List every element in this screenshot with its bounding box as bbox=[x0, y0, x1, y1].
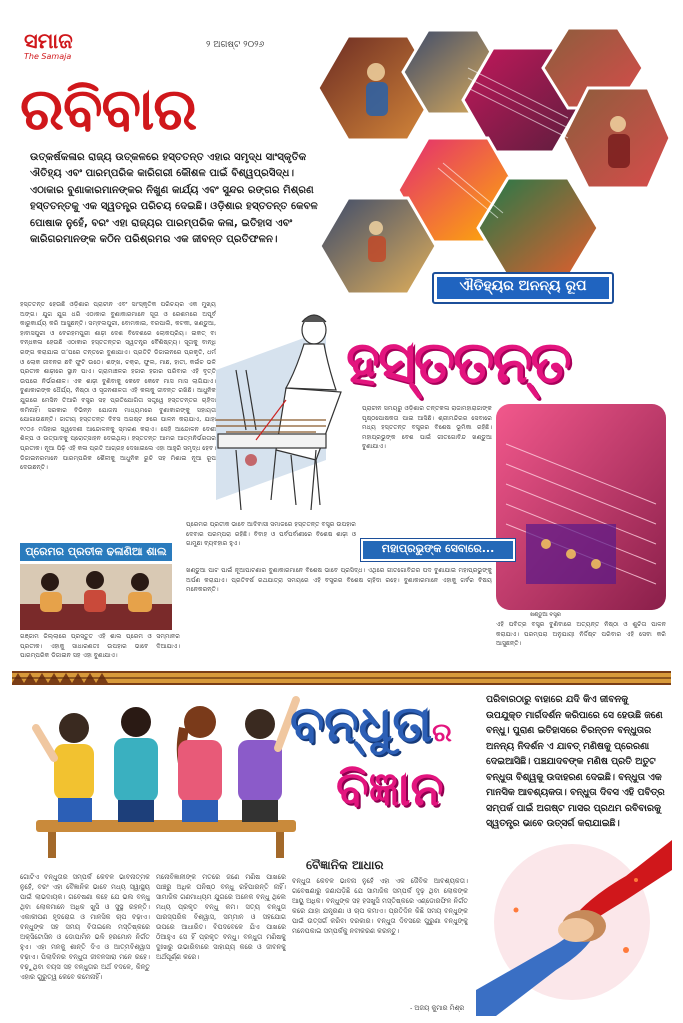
girls-weaving-photo bbox=[20, 564, 172, 630]
mahaprabhu-banner-text: ମହାପ୍ରଭୁଙ୍କ ସେବାରେ... bbox=[363, 541, 513, 559]
handloom-intro: ଉତ୍କର୍ଷକଳାର ରାଜ୍ୟ ଉତ୍କଳରେ ହସ୍ତତନ୍ତ ଏହାର ସମୃଦ୍ଧ ସାଂସ୍କୃତିକ ଐତିହ୍ୟ ଏବଂ ପାରମ୍ପରିକ କାରିଗରୀ କୌଶଳ ପାଇଁ ବିଶ୍ୱପ୍ରସିଦ୍ଧ। ଏଠାକାର ବୁଣାକାରମାନଙ୍କର ନିଖୁଣ କାର୍ଯ୍ୟ ଏବଂ ସୁନ୍ଦର ରଙ୍ଗର ମିଶ୍ରଣ ହସ୍ତତନ୍ତକୁ ଏକ ସ୍ୱତନ୍ତ୍ର ପରିଚୟ ଦେଇଛି। ଓଡ଼ିଶାର ହସ୍ତତନ୍ତ କେବଳ ପୋଷାକ ନୁହେଁ, ବରଂ ଏହା ରାଜ୍ୟର ପାରମ୍ପରିକ କଳା, ଇତିହାସ ଏବଂ କାରିଗରମାନଙ୍କ କଠିନ ପରିଶ୍ରମର ଏକ ଜୀବନ୍ତ ପ୍ରତିଫଳନ। bbox=[30, 152, 318, 246]
weaver-illustration bbox=[216, 310, 366, 515]
holding-hands-illustration bbox=[476, 840, 672, 1016]
friendship-intro: ପରିବାରଠାରୁ ବାହାରେ ଯଦି କିଏ ଜୀବନକୁ ଉପଯୁକ୍ତ ମାର୍ଗଦର୍ଶନ କରିପାରେ ସେ ହେଉଛି ଜଣେ ବନ୍ଧୁ। ପୁରାଣ ଇତିହାସରେ ଚିରନ୍ତନ ବନ୍ଧୁତାର ଅନନ୍ୟ ନିଦର୍ଶନ ଏ ଯାବତ୍ ମଣିଷକୁ ପ୍ରେରଣା ଦେଇଆସିଛି। ପଞ୍ଚଯାଦବଙ୍କ ମଣିଷ ପ୍ରତି ଅତୁଟ ବନ୍ଧୁତା ବିଶ୍ୱକୁ ଉଦାହରଣ ଦେଇଛି। ବନ୍ଧୁତା ଏକ ମାନସିକ ଆବଶ୍ୟକତା। ବନ୍ଧୁତା ଦିବସ ଏହି ପବିତ୍ର ସମ୍ପର୍କ ପାଇଁ ଅଗଷ୍ଟ ମାସର ପ୍ରଥମ ରବିବାରକୁ ସ୍ୱତନ୍ତ୍ର ଭାବେ ଉତ୍ସର୍ଗ କରାଯାଇଛି। bbox=[486, 694, 665, 829]
heritage-tag-banner bbox=[432, 272, 614, 304]
handloom-column-bottom-left: ଗଞ୍ଜାମ ଜିଲ୍ଲାରେ ପ୍ରସ୍ତୁତ ଏହି ଶାଲ ପ୍ରେମ ଓ ସମ୍ମାନର ପ୍ରତୀକ। ଏହାକୁ ସାଧାରଣତଃ ଉପହାର ଭାବେ ଦିଆଯାଏ। ପାରମ୍ପରିକ ଡିଜାଇନ ସହ ଏହା ବୁଣାଯାଏ। bbox=[20, 633, 180, 660]
handloom-column-mid: ପ୍ରେମର ପ୍ରତୀକ ଭାବେ ଆଦିବାସୀ ସମାଜରେ ହସ୍ତତନ୍ତ ବସ୍ତ୍ର ଉପହାର ଦେବାର ପରମ୍ପରା ରହିଛି। ବିବାହ ଓ ପର୍ବପର୍ବାଣୀରେ ବିଶେଷ ଶାଢ଼ୀ ଓ ଗାମୁଛା ବ୍ୟବହାର ହୁଏ। bbox=[186, 521, 356, 548]
friendship-column-c: ବନ୍ଧୁତା କେବଳ ଭାବନା ନୁହେଁ ଏହା ଏକ ଜୈବିକ ଆବଶ୍ୟକତା। ଗବେଷଣାରୁ ଜଣାପଡ଼ିଛି ଯେ ସାମାଜିକ ସମ୍ପର୍କ ଦୃଢ଼ ଥିବା ଲୋକଙ୍କ ଆୟୁ ଅଧିକ। ବନ୍ଧୁଙ୍କ ସହ ହସଖୁସି ମସ୍ତିଷ୍କରେ ଏଣ୍ଡୋରଫିନ ନିର୍ଗତ କରେ ଯାହା ଯନ୍ତ୍ରଣା ଓ ଚାପ କମାଏ। ପ୍ରତିଦିନ କିଛି ସମୟ ବନ୍ଧୁଙ୍କ ପାଇଁ ଉତ୍ସର୍ଗ କରିବା ଦରକାର। ବନ୍ଧୁତା ଦିବସରେ ପୁରୁଣା ବନ୍ଧୁଙ୍କୁ ମନେପକାଇ ସମ୍ପର୍କକୁ ନବୀକରଣ କରନ୍ତୁ। bbox=[292, 877, 468, 935]
byline: - ଅଜୟ କୁମାର ମିଶ୍ର bbox=[410, 1004, 465, 1012]
love-symbol-banner: ପ୍ରେମର ପ୍ରତୀକ ଢଳାଣିଆ ଶାଲ bbox=[20, 543, 172, 561]
handloom-title: ହସ୍ତତନ୍ତ bbox=[346, 328, 570, 396]
handloom-column-right: ପ୍ରାଚୀନ ସମୟରୁ ଓଡ଼ିଶାର ତନ୍ତକଳା ରାଜାମହାରାଜାଙ୍କ ପୃଷ୍ଠପୋଷକତା ପାଇ ଆସିଛି। ଶ୍ରୀମନ୍ଦିରର ସେବାରେ ମଧ୍ୟ ହସ୍ତତନ୍ତ ବସ୍ତ୍ରର ବିଶେଷ ଭୂମିକା ରହିଛି। ମହାପ୍ରଭୁଙ୍କ ବେଶ ପାଇଁ ଗୀତଗୋବିନ୍ଦ ଖଣ୍ଡୁଆ ବୁଣାଯାଏ। bbox=[362, 405, 492, 451]
friendship-title-science: ବିଜ୍ଞାନ bbox=[336, 761, 444, 817]
friendship-title-connector: ର bbox=[432, 718, 452, 748]
friends-on-bench-illustration bbox=[28, 688, 306, 860]
decorative-border-divider bbox=[12, 671, 671, 685]
logo-text: ସମାଜ bbox=[24, 29, 73, 53]
logo-subtext: The Samaja bbox=[24, 52, 72, 61]
heritage-tag-text: ଐତିହ୍ୟର ଅନନ୍ୟ ରୂପ bbox=[437, 277, 609, 299]
mahaprabhu-service-banner bbox=[360, 538, 516, 562]
handloom-column-1: ହସ୍ତତନ୍ତ ହେଉଛି ଓଡ଼ିଶାର ପ୍ରାଚୀନ ଏବଂ ସାଂସ୍କୃତିକ ପରିଚୟର ଏକ ମୁଖ୍ୟ ଅଙ୍ଗ। ଯୁଗ ଯୁଗ ଧରି ଏଠାକାର ବୁଣାକାରମାନେ ସୂତା ଓ ରେଶମରେ ଅପୂର୍ବ କାରୁକାର୍ଯ୍ୟ କରି ଆସୁଛନ୍ତି। ସମ୍ବଲପୁରୀ, ବୋମକାଇ, ବରପାଲି, କଟକୀ, ଖଣ୍ଡୁଆ, ହାବାସପୁରୀ ଓ ବେରହମପୁରୀ ଶାଢ଼ୀ ଦେଶ ବିଦେଶରେ ଲୋକପ୍ରିୟ। ଇକତ୍ ବା ବନ୍ଧକଳା ହେଉଛି ଏଠାକାର ହସ୍ତତନ୍ତର ସ୍ୱତନ୍ତ୍ର ବୈଶିଷ୍ଟ୍ୟ। ସୂତାକୁ ବାନ୍ଧି ରଙ୍ଗ କରାଯାଇ ତା’ପରେ ତନ୍ତରେ ବୁଣାଯାଏ। ପ୍ରତିଟି ଡିଜାଇନରେ ପ୍ରକୃତି, ଧର୍ମ ଓ ଲୋକ ଜୀବନର ଛବି ଫୁଟି ଉଠେ। ଶଙ୍ଖ, ଚକ୍ର, ଫୁଲ, ମାଛ, ହାତୀ, କଇଁଚ ଭଳି ପ୍ରତୀକ ଶାଢ଼ୀରେ ସ୍ଥାନ ପାଏ। ଗ୍ରାମାଞ୍ଚଳର ହଜାର ହଜାର ପରିବାର ଏହି ବୃତ୍ତି ଉପରେ ନିର୍ଭରଶୀଳ। ଏକ ଶାଢ଼ୀ ବୁଣିବାକୁ କେବେ କେବେ ମାସ ମାସ ଲାଗିଯାଏ। ବୁଣାକାରଙ୍କ ଧୈର୍ଯ୍ୟ, ନିଷ୍ଠା ଓ ସୃଜନଶୀଳତା ଏହି କଳାକୁ ଜୀବନ୍ତ ରଖିଛି। ଆଧୁନିକ ଯୁଗରେ ମେସିନ ତିଆରି ବସ୍ତ୍ର ସହ ପ୍ରତିଯୋଗିତା ସତ୍ତ୍ୱେ ହସ୍ତତନ୍ତର ଚାହିଦା କମିନାହିଁ। ସରକାର ବିଭିନ୍ନ ଯୋଜନା ମାଧ୍ୟମରେ ବୁଣାକାରଙ୍କୁ ସହାୟତା ଯୋଗାଉଛନ୍ତି। ଜାତୀୟ ହସ୍ତତନ୍ତ ଦିବସ ଅଗଷ୍ଟ ୭ରେ ପାଳନ କରାଯାଏ, ଯାହା ୧୯୦୫ ମସିହାର ସ୍ୱଦେଶୀ ଆନ୍ଦୋଳନକୁ ସ୍ମରଣ କରାଏ। ସେହି ଆନ୍ଦୋଳନ ଦେଶୀ ଶିଳ୍ପ ଓ ଉତ୍ପାଦକୁ ପ୍ରୋତ୍ସାହନ ଦେଇଥିଲା। ହସ୍ତତନ୍ତ ଆମର ଆତ୍ମନିର୍ଭରତାର ପ୍ରତୀକ। ନୂଆ ପିଢ଼ି ଏହି କଳା ପ୍ରତି ଆଗ୍ରହ ଦେଖାଇଲେ ଏହା ଆହୁରି ସମୃଦ୍ଧ ହେବ। ଡିଜାଇନରମାନେ ପାରମ୍ପରିକ ଶୈଳୀକୁ ଆଧୁନିକ ରୁଚି ସହ ମିଶାଇ ନୂଆ ରୂପ ଦେଉଛନ୍ତି। bbox=[20, 301, 216, 472]
scientific-basis-heading: ବୈଜ୍ଞାନିକ ଆଧାର bbox=[306, 858, 384, 872]
issue-date: ୨ ଅଗଷ୍ଟ ୨୦୨୬ bbox=[206, 40, 265, 50]
friendship-column-b: ମନୋବିଜ୍ଞାନୀଙ୍କ ମତରେ ଜଣେ ମଣିଷ ପାଖରେ ପାଞ୍ଚରୁ ଅଧିକ ଘନିଷ୍ଠ ବନ୍ଧୁ ରହିପାରନ୍ତି ନାହିଁ। ସାମାଜିକ ଗଣମାଧ୍ୟମ ଯୁଗରେ ଅନେକ ବନ୍ଧୁ ଥିଲେ ମଧ୍ୟ ପ୍ରକୃତ ବନ୍ଧୁ କମ। ସତ୍ୟ ବନ୍ଧୁତା ପାରସ୍ପରିକ ବିଶ୍ୱାସ, ସମ୍ମାନ ଓ ସହଯୋଗ ଉପରେ ଆଧାରିତ। ବିପଦବେଳେ ଯିଏ ପାଖରେ ଠିଆହୁଏ ସେ ହିଁ ପ୍ରକୃତ ବନ୍ଧୁ। ବନ୍ଧୁତା ମଣିଷକୁ ଦୁଃଖରୁ ଉଭାରିବାରେ ସାହାଯ୍ୟ କରେ ଓ ଜୀବନକୁ ଅର୍ଥପୂର୍ଣ୍ଣ କରେ। bbox=[156, 873, 286, 961]
handloom-column-bottom-mid: ଖଣ୍ଡୁଆ ପାଟ ପାଇଁ ନୂଆପାଟଣାର ବୁଣାକାରମାନେ ବିଶେଷ ଭାବେ ପ୍ରସିଦ୍ଧ। ଏଥିରେ ଗୀତଗୋବିନ୍ଦର ପଦ ବୁଣାଯାଇ ମହାପ୍ରଭୁଙ୍କୁ ଅର୍ପଣ କରାଯାଏ। ପ୍ରତିବର୍ଷ ରଥଯାତ୍ରା ସମୟରେ ଏହି ବସ୍ତ୍ରର ବିଶେଷ ଚାହିଦା ରହେ। ବୁଣାକାରମାନେ ଏହାକୁ ଗର୍ବର ବିଷୟ ମନେକରନ୍ତି। bbox=[186, 567, 492, 594]
handloom-column-bottom-right: ଏହି ପବିତ୍ର ବସ୍ତ୍ର ବୁଣିବାରେ ଅତ୍ୟନ୍ତ ନିଷ୍ଠା ଓ ଶୁଚିତା ପାଳନ କରାଯାଏ। ପରମ୍ପରା ଅନୁଯାୟୀ ନିର୍ଦ୍ଦିଷ୍ଟ ପରିବାର ଏହି ସେବା କରି ଆସୁଛନ୍ତି। bbox=[496, 621, 666, 648]
section-title: ରବିବାର bbox=[20, 75, 197, 143]
friendship-column-a: ଗୋଟିଏ ବନ୍ଧୁତାର ସମ୍ପର୍କ କେବଳ ଭାବନାତ୍ମକ ନୁହେଁ, ବରଂ ଏହା ବୈଜ୍ଞାନିକ ଭାବେ ମଧ୍ୟ ସ୍ୱାସ୍ଥ୍ୟ ପାଇଁ ଲାଭଦାୟକ। ଗବେଷଣା କହେ ଯେ ଭଲ ବନ୍ଧୁ ଥିବା ଲୋକମାନେ ଅଧିକ ଖୁସି ଓ ସୁସ୍ଥ ରହନ୍ତି। ଏକାକୀପଣ ହୃଦରୋଗ ଓ ମାନସିକ ଚାପ ବଢ଼ାଏ। ବନ୍ଧୁଙ୍କ ସହ ସମୟ ବିତାଇଲେ ମସ୍ତିଷ୍କରେ ଅକ୍ସିଟୋସିନ ଓ ଡୋପାମିନ ଭଳି ହରମୋନ ନିର୍ଗତ ହୁଏ। ଏହା ମନକୁ ଶାନ୍ତି ଦିଏ ଓ ଆତ୍ମବିଶ୍ୱାସ ବଢ଼ାଏ। ପିଲାଦିନର ବନ୍ଧୁତା ଜୀବନସାରା ମନେ ରହେ। ବଢ଼ୁଥିବା ବୟସ ସହ ବନ୍ଧୁତାର ଅର୍ଥ ବଦଳେ, କିନ୍ତୁ ଏହାର ଗୁରୁତ୍ୱ କେବେ କମେନାହିଁ। bbox=[20, 873, 150, 981]
saree-caption: ଖଣ୍ଡୁଆ ବସ୍ତ୍ର bbox=[530, 612, 561, 618]
friendship-title-main bbox=[290, 692, 470, 756]
friendship-title-word: ବନ୍ଧୁତା bbox=[290, 695, 433, 753]
khandua-saree-photo bbox=[496, 404, 666, 610]
newspaper-logo bbox=[24, 30, 86, 70]
hexagon-photo-collage bbox=[318, 28, 670, 296]
